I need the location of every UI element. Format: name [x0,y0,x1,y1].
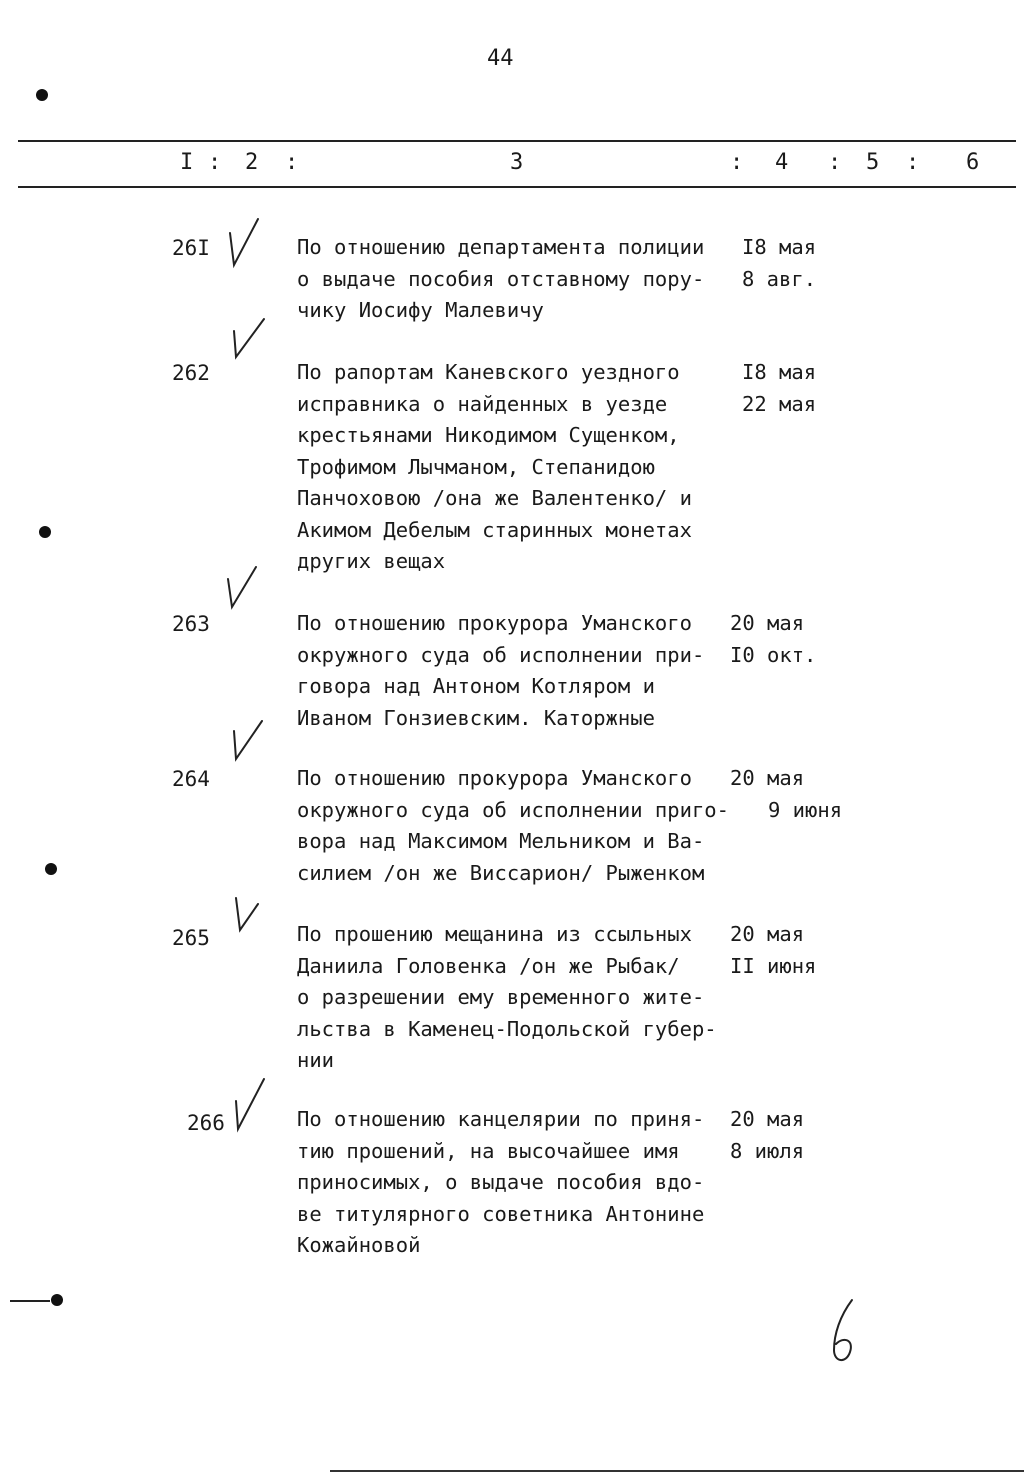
header-rule-top [18,140,1016,142]
check-mark-icon [228,1075,270,1133]
entry-line: нии [297,1048,335,1072]
entry-number: 26I [172,236,210,260]
check-mark-icon [228,717,268,763]
binder-hole [39,526,51,538]
date-start: 20 мая [730,1107,805,1131]
header-col-5: 5 [866,150,880,175]
entry-line: других вещах [297,549,446,573]
header-col-3: 3 [510,150,524,175]
entry-line: По рапортам Каневского уездного [297,360,680,384]
entry-line: крестьянами Никодимом Сущенком, [297,423,680,447]
date-end: II июня [730,953,817,978]
date-start: 20 мая [730,611,805,635]
header-separator: : [285,150,299,175]
date-start: I8 мая [742,235,817,259]
entry-number: 264 [172,767,210,791]
check-mark-icon [222,215,262,271]
entry-line: Даниила Головенка /он же Рыбак/ [297,953,680,978]
binder-hole [36,89,48,101]
date-start: 20 мая [730,922,805,946]
date-end: 8 июля [730,1138,805,1163]
entry-line: ве титулярного советника Антонине [297,1201,705,1226]
entry-line: о выдаче пособия отставному пору- [297,266,705,291]
date-end: I0 окт. [730,642,817,667]
header-separator: : [208,150,222,175]
date-end: 9 июня [768,797,843,822]
entry-line: окружного суда об исполнении приго- [297,797,729,822]
entry-line: Акимом Дебелым старинных монетах [297,517,692,542]
entry-line: По отношению прокурора Уманского [297,766,692,790]
binder-hole [51,1294,63,1306]
binder-hole [45,863,57,875]
header-rule-bottom [18,186,1016,188]
page-number: 44 [487,46,514,71]
date-end: 22 мая [742,391,817,416]
entry-line: чику Иосифу Малевичу [297,298,544,322]
entry-line: льства в Каменец-Подольской губер- [297,1016,717,1041]
entry-line: силием /он же Виссарион/ Рыженком [297,860,705,885]
entry-number: 266 [187,1111,225,1135]
entry-line: Кожайновой [297,1233,421,1257]
entry-number: 262 [172,361,210,385]
entry-description [297,763,737,889]
header-col-2: 2 [245,150,259,175]
header-col-4: 4 [775,150,789,175]
entry-description [297,357,737,578]
header-col-6: 6 [966,150,980,175]
entry-dates [730,763,842,826]
entry-description [297,919,737,1077]
entry-description [297,608,737,734]
entry-dates [730,1104,804,1167]
header-separator: : [906,150,920,175]
date-start: 20 мая [730,766,805,790]
date-end: 8 авг. [742,266,817,291]
entry-line: По прошению мещанина из ссыльных [297,922,692,946]
entry-line: исправника о найденных в уезде [297,391,668,416]
page-edge-line [330,1470,1024,1472]
header-col-1: I [180,150,194,175]
entry-line: говора над Антоном Котляром и [297,674,655,698]
entry-line: вора над Максимом Мельником и Ва- [297,829,705,853]
entry-line: По отношению департамента полиции [297,235,705,259]
entry-line: По отношению канцелярии по приня- [297,1107,705,1131]
entry-number: 265 [172,926,210,950]
entry-line: о разрешении ему временного жите- [297,985,705,1009]
date-start: I8 мая [742,360,817,384]
entry-line: Панчоховою /она же Валентенко/ и [297,486,692,510]
header-separator: : [730,150,744,175]
entry-dates [742,232,816,295]
entry-dates [742,357,816,420]
entry-dates [730,608,816,671]
entry-description [297,1104,737,1262]
check-mark-icon [230,890,264,936]
handwritten-sheet-number [826,1296,866,1368]
entry-line: По отношению прокурора Уманского [297,611,692,635]
check-mark-icon [228,315,268,361]
entry-line: приносимых, о выдаче пособия вдо- [297,1170,705,1194]
check-mark-icon [222,563,262,611]
entry-line: Иваном Гонзиевским. Каторжные [297,705,655,730]
entry-dates [730,919,816,982]
entry-description [297,232,737,327]
margin-dash [10,1300,50,1302]
header-separator: : [828,150,842,175]
entry-line: окружного суда об исполнении при- [297,642,705,667]
entry-line: Трофимом Лычманом, Степанидою [297,454,655,479]
entry-line: тию прошений, на высочайшее имя [297,1138,680,1163]
entry-number: 263 [172,612,210,636]
